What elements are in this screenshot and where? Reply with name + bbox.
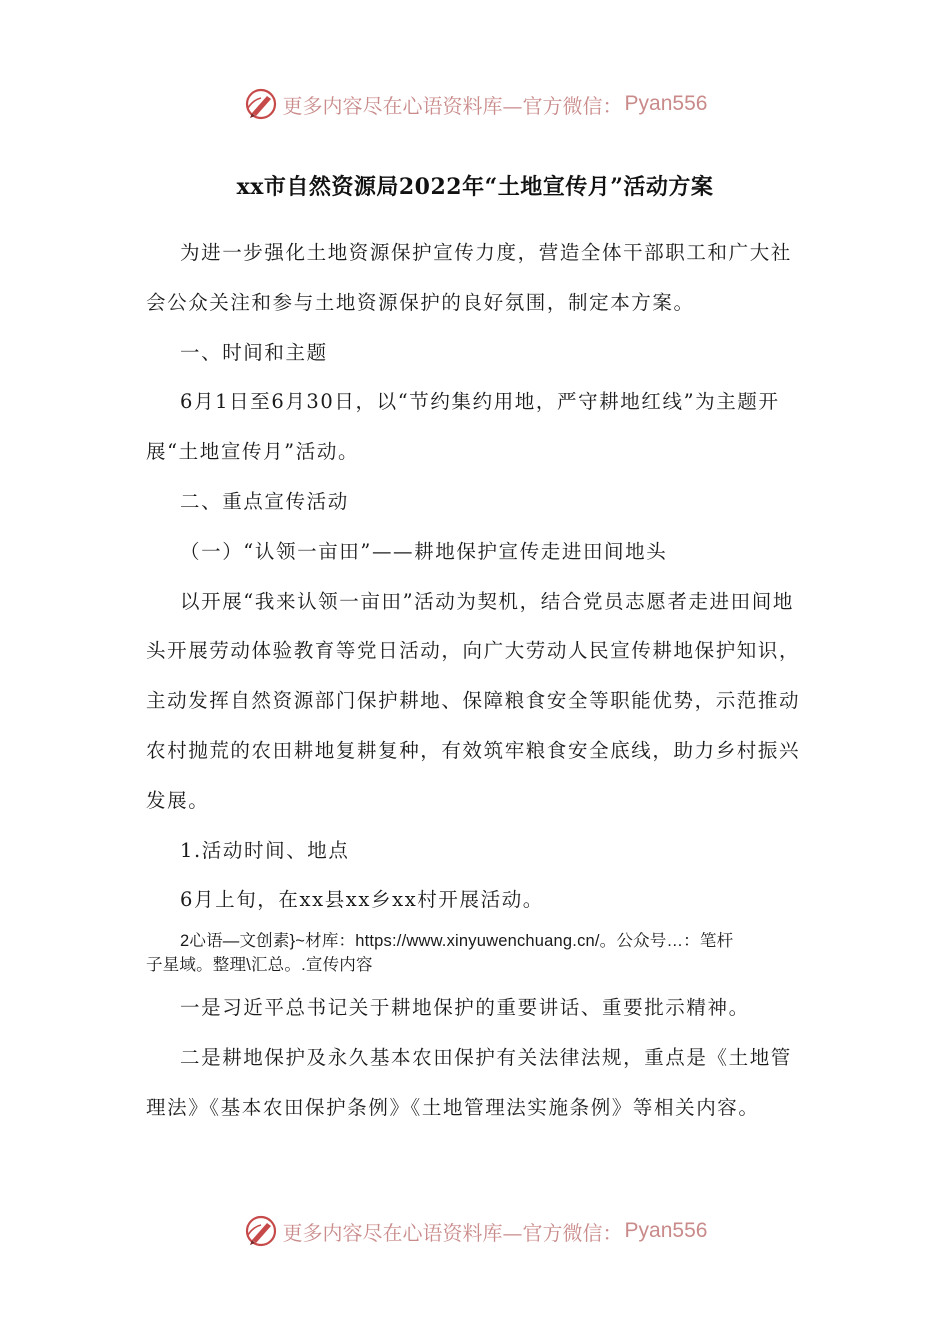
section-heading: 一、时间和主题 <box>180 340 328 364</box>
subsection-heading: （一）“认领一亩田”——耕地保护宣传走进田间地头 <box>180 539 668 563</box>
paragraph: 一是习近平总书记关于耕地保护的重要讲话、重要批示精神。 <box>180 996 750 1020</box>
paragraph: 6月上旬，在xx县xx乡xx村开展活动。 <box>180 888 544 912</box>
document-body <box>146 228 806 1133</box>
paragraph: 为进一步强化土地资源保护宣传力度，营造全体干部职工和广大社会公众关注和参与土地资源保护的良好氛围，制定本方案。 <box>146 241 792 314</box>
section-heading: 二、重点宣传活动 <box>180 489 349 513</box>
watermark-group <box>243 1213 708 1249</box>
footer-watermark-banner <box>0 1211 950 1251</box>
pen-circle-logo-icon <box>243 86 279 122</box>
document-title: xx市自然资源局2022年“土地宣传月”活动方案 <box>236 174 714 200</box>
watermark-group <box>243 86 708 122</box>
watermark-text: 更多内容尽在心语资料库—官方微信： <box>282 93 623 118</box>
note-line-2: 子星域。整理\汇总。.宣传内容 <box>146 956 373 975</box>
paragraph: 二是耕地保护及永久基本农田保护有关法律法规，重点是《土地管理法》《基本农田保护条例》《土地管理法实施条例》等相关内容。 <box>146 1045 792 1119</box>
inline-note <box>146 929 806 977</box>
watermark-text: 更多内容尽在心语资料库—官方微信： <box>282 1220 623 1245</box>
header-watermark-banner <box>0 84 950 124</box>
paragraph: 以开展“我来认领一亩田”活动为契机，结合党员志愿者走进田间地头开展劳动体验教育等党日活动，向广大劳动人民宣传耕地保护知识，主动发挥自然资源部门保护耕地、保障粮食安全等职能优势，示范推动农村抛荒的农田耕地复耕复种，有效筑牢粮食安全底线，助力乡村振兴发展。 <box>146 589 801 812</box>
note-line-1: 2心语—文创素}~材库：https://www.xinyuwenchuang.cn/。公众号…：笔杆 <box>180 932 734 951</box>
item-heading: 1.活动时间、地点 <box>180 838 350 862</box>
paragraph: 6月1日至6月30日，以“节约集约用地，严守耕地红线”为主题开展“土地宣传月”活动。 <box>146 390 780 464</box>
watermark-wechat-id: Pyan556 <box>624 1219 708 1242</box>
pen-circle-logo-icon <box>243 1213 279 1249</box>
watermark-wechat-id: Pyan556 <box>624 92 708 115</box>
